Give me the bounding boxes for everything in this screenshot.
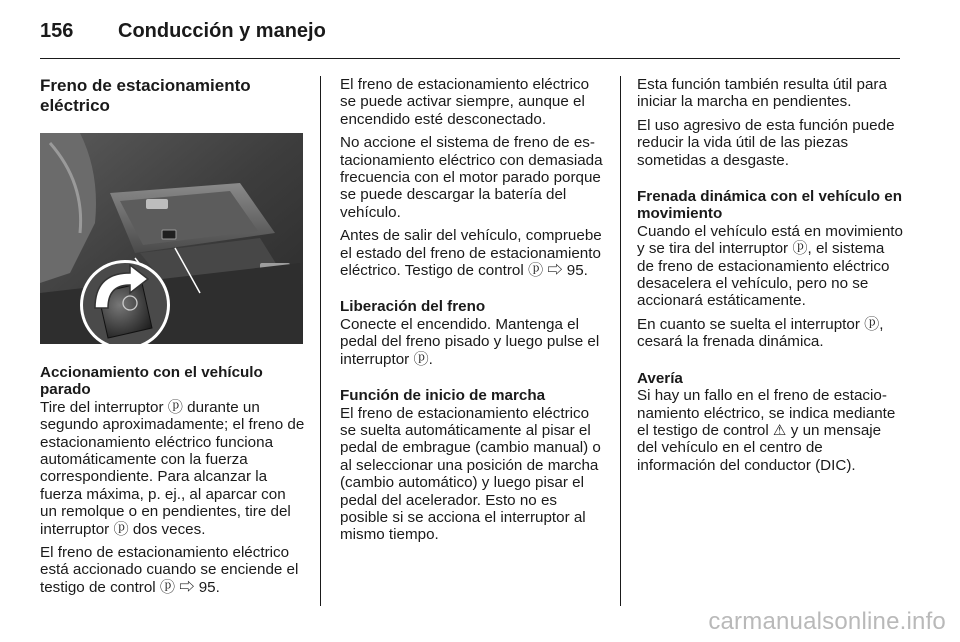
page-header: [40, 20, 326, 54]
subheading-fault: Avería: [637, 369, 683, 387]
paragraph: Si hay un fallo en el freno de estacionamiento eléctrico, se indica mediante el testigo de control ⚠ y un mensaje del vehículo en el centro de información del conductor (DIC).: [637, 387, 896, 474]
parking-brake-switch-photo: [40, 133, 303, 344]
subheading-dynamic-braking: Frenada dinámica con el vehículo en movimiento: [637, 188, 903, 223]
paragraph: El uso agresivo de esta función puede reducir la vida útil de las piezas sometidas a desgaste.: [637, 116, 895, 169]
subheading-stationary: Accionamiento con el vehículo parado: [40, 364, 263, 399]
paragraph: El freno de estacionamiento eléctrico se suelta automáticamente al pisar el pedal de embrague (cambio manual) o al seleccionar una posición de marcha (cambio automático) y luego pisar el pedal del acelerador. Esto no es posible si se acciona el interruptor al mismo tiempo.: [340, 404, 601, 544]
subheading-release: Liberación del freno: [340, 298, 486, 316]
column-3: [637, 76, 903, 480]
paragraph: Tire del interruptor ⓟ durante un segundo aproximadamente; el freno de estacionamiento eléctrico funciona automáticamente con la fuerza correspondiente. Para alcanzar la fuerza máxima, p. ej., al aparcar con un remolque o en pendientes, tire del interruptor ⓟ dos veces.: [40, 398, 305, 538]
page-title: Conducción y manejo: [118, 20, 326, 42]
column-1: [40, 76, 306, 602]
paragraph: No accione el sistema de freno de estacionamiento eléctrico con demasiada frecuencia con el motor parado porque se puede descargar la batería del vehículo.: [340, 134, 603, 221]
paragraph: En cuanto se suelta el interruptor ⓟ, cesará la frenada dinámica.: [637, 315, 884, 351]
paragraph: Cuando el vehículo está en movimiento y se tira del interruptor ⓟ, el sistema de freno de estacionamiento eléctrico desacelera el vehículo, pero no se accionará estáticamente.: [637, 222, 903, 310]
subheading-drive-away: Función de inicio de marcha: [340, 387, 546, 405]
paragraph: Antes de salir del vehículo, compruebe el estado del freno de estacionamiento eléctrico. Testigo de control ⓟ ⇨ 95.: [340, 227, 602, 280]
paragraph: El freno de estacionamiento eléctrico se puede activar siempre, aunque el encendido esté desconectado.: [340, 76, 590, 128]
header-rule: [40, 58, 900, 59]
paragraph: Conecte el encendido. Mantenga el pedal del freno pisado y luego pulse el interruptor ⓟ.: [340, 315, 600, 368]
console-illustration: [40, 133, 303, 344]
section-title: Freno de estacionamiento eléctrico: [40, 76, 251, 115]
column-divider-2: [620, 76, 621, 606]
watermark: carmanualsonline.info: [708, 608, 946, 635]
paragraph: El freno de estacionamiento eléctrico está accionado cuando se enciende el testigo de control ⓟ ⇨ 95.: [40, 544, 299, 596]
column-divider-1: [320, 76, 321, 606]
paragraph: Esta función también resulta útil para iniciar la marcha en pendientes.: [637, 76, 887, 111]
column-2: [340, 76, 605, 550]
page-number: 156: [40, 20, 74, 42]
